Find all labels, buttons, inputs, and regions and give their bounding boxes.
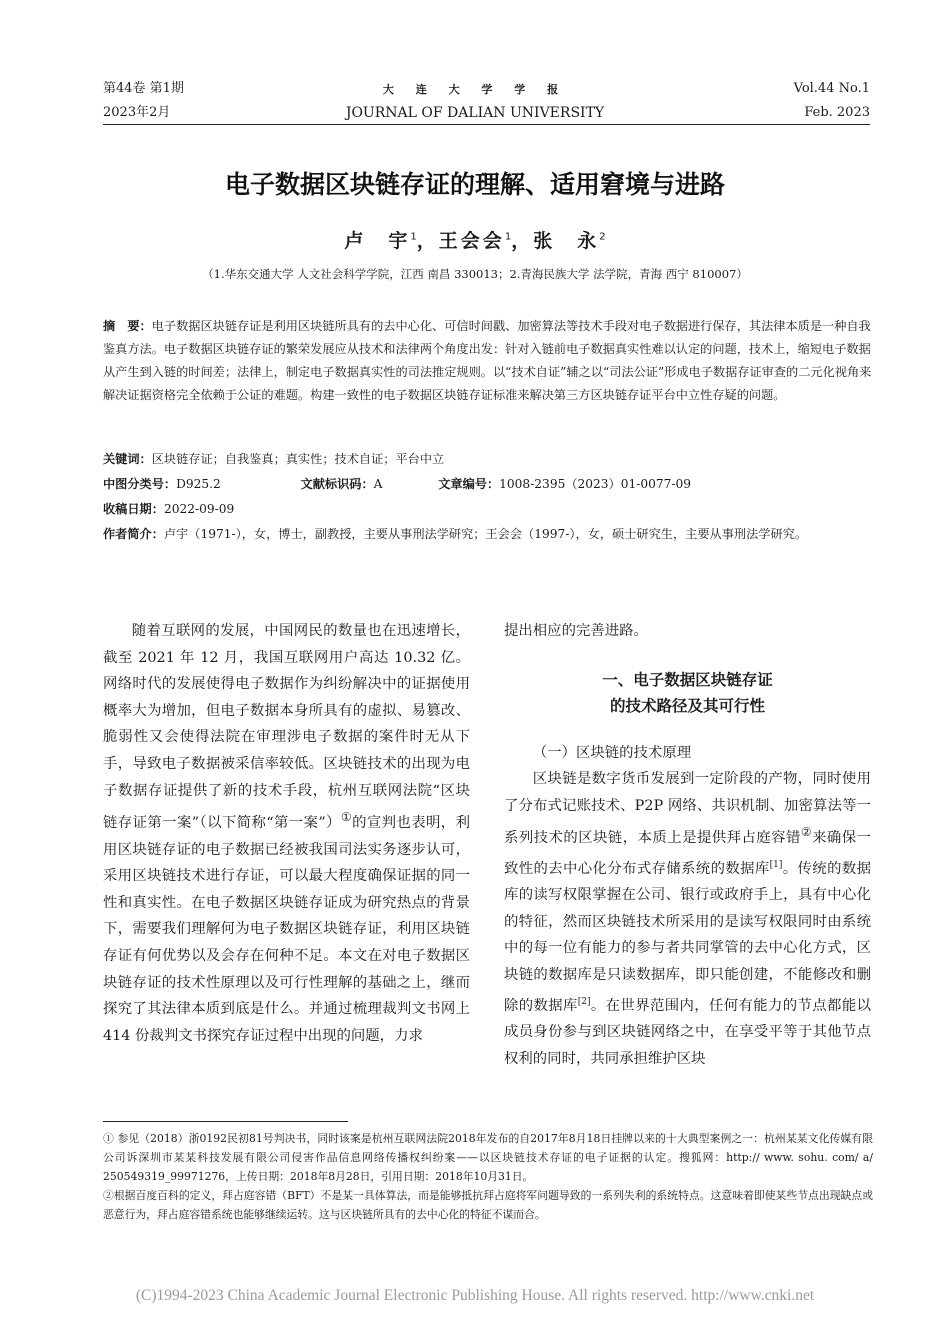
body-column-left [103,618,470,1049]
author-affiliation-mark: 2 [599,231,606,243]
author-bio [103,523,873,546]
footnote-ref: ② [800,825,813,840]
keywords-text: 区块链存证；自我鉴真；真实性；技术自证；平台中立 [151,452,445,466]
journal-name-cn: 大 连 大 学 学 报 [382,83,568,96]
body-paragraph [103,618,470,1049]
article-no-label: 文章编号： [438,477,500,491]
section-heading [504,667,871,719]
clc-value: D925.2 [176,477,221,491]
classification-line [103,473,873,496]
article-title: 电子数据区块链存证的理解、适用窘境与进路 [224,170,725,199]
author-name: 张 永 [533,230,600,252]
paragraph-text: 来确保一致性的去中心化分布式存储系统的数据库 [504,830,871,877]
doc-code-label: 文献标识码： [300,477,374,491]
paragraph-text: 随着互联网的发展，中国网民的数量也在迅速增长，截至 2021 年 12 月，我国互联网用户高达 10.32 亿。网络时代的发展使得电子数据作为纠纷解决中的证据使用概率大为增加，但电子数据本身所具有的虚拟、易篡改、脆弱性又会使得法院在审理涉电子数据的案件时无从下手，导致电子数据被采信率较低。区块链技术的出现为电子数据存证提供了新的技术手段，杭州互联网法院“区块链存证第一案”（以下简称“第一案”） [103,623,470,831]
footnote: ②根据百度百科的定义，拜占庭容错（BFT）不是某一具体算法，而是能够抵抗拜占庭将军问题导致的一系列失利的系统特点。这意味着即使某些节点出现缺点或恶意行为，拜占庭容错系统也能够继续运转。这与区块链所具有的去中心化的特征不谋而合。 [103,1189,873,1221]
author-name: 王会会 [438,230,505,252]
author-list [0,226,950,253]
body-paragraph [504,766,871,1072]
author-affiliation-mark: 1 [410,231,417,243]
abstract-label: 摘 要： [103,319,152,333]
citation-ref: [2] [577,996,591,1007]
received-label: 收稿日期： [103,502,164,516]
body-paragraph-continued: 提出相应的完善进路。 [504,623,648,639]
footnote-rule [103,1121,348,1122]
header-rule [103,124,870,125]
author-separator: ， [511,230,534,252]
section-heading-line: 的技术路径及其可行性 [609,696,765,715]
paragraph-text: 的宣判也表明，利用区块链存证的电子数据已经被我国司法实务逐步认可，采用区块链技术进行存证，可以最大程度确保证据的同一性和真实性。在电子数据区块链存证成为研究热点的背景下，需要我们理解何为电子数据区块链存证，利用区块链存证有何优势以及会存在何种不足。本文在对电子数据区块链存证的技术性原理以及可行性理解的基础之上，继而探究了其法律本质到底是什么。并通过梳理裁判文书网上 414 份裁判文书探究存证过程中出现的问题，力求 [103,814,470,1044]
volume-issue-cn: 第44卷 第1期 [103,81,184,96]
paragraph-text: 区块链是数字货币发展到一定阶段的产物，同时使用了分布式记账技术、P2P 网络、共识机制、加密算法等一系列技术的区块链，本质上是提供拜占庭容错 [504,771,871,847]
date-cn: 2023年2月 [103,105,171,120]
footnote-ref: ① [340,810,353,825]
abstract-text: 电子数据区块链存证是利用区块链所具有的去中心化、可信时间戳、加密算法等技术手段对电子数据进行保存，其法律本质是一种自我鉴真方法。电子数据区块链存证的繁荣发展应从技术和法律两个角度出发：针对入链前电子数据真实性难以认定的问题，技术上，缩短电子数据从产生到入链的时间差；法律上，制定电子数据真实性的司法推定规则。以“技术自证”辅之以“司法公证”形成电子数据存证审查的二元化视角来解决证据资格完全依赖于公证的难题。构建一致性的电子数据区块链存证标准来解决第三方区块链存证平台中立性存疑的问题。 [103,319,872,402]
section-heading-line: 一、电子数据区块链存证 [602,670,773,689]
affiliations: （1.华东交通大学 人文社会科学学院，江西 南昌 330013；2.青海民族大学 法学院，青海 西宁 810007） [202,267,748,281]
keywords-label: 关键词： [103,452,152,466]
bio-text: 卢宇（1971-），女，博士，副教授，主要从事刑法学研究；王会会（1997-），女，硕士研究生，主要从事刑法学研究。 [163,527,808,541]
clc-label: 中图分类号： [103,477,177,491]
bio-label: 作者简介： [103,527,164,541]
doc-code-value: A [373,477,383,491]
volume-issue-en: Vol.44 No.1 [793,81,870,96]
journal-name-en: JOURNAL OF DALIAN UNIVERSITY [345,105,605,121]
copyright-notice: (C)1994-2023 China Academic Journal Electronic Publishing House. All rights reserved. http://www.cnki.net [135,1287,815,1304]
received-date [103,498,873,521]
footnote: ① 参见（2018）浙0192民初81号判决书，同时该案是杭州互联网法院2018年发布的自2017年8月18日挂牌以来的十大典型案例之一：杭州某某文化传媒有限公司诉深圳市某某科技发展有限公司侵害作品信息网络传播权纠纷案——以区块链技术存证的电子证据的认定。搜狐网：http:// www. sohu. com/ a/ 250549319_99971276，上传日期：2018年8月28日，引用日期：2018年10月31日。 [103,1132,873,1183]
body-column-right [504,618,871,1072]
received-value: 2022-09-09 [163,502,235,516]
date-en: Feb. 2023 [804,105,870,120]
author-name: 卢 宇 [344,230,411,252]
citation-ref: [1] [769,859,783,870]
article-no-value: 1008-2395（2023）01-0077-09 [499,477,691,491]
author-affiliation-mark: 1 [504,231,512,243]
abstract [103,315,873,407]
author-separator: ， [416,230,439,252]
paragraph-text: 。在世界范围内，任何有能力的节点都能以成员身份参与到区块链网络之中，在享受平等于其他节点权利的同时，共同承担维护区块 [504,997,871,1067]
keywords [103,448,873,471]
paragraph-text: 。传统的数据库的读写权限掌握在公司、银行或政府手上，具有中心化的特征，然而区块链技术所采用的是读写权限同时由系统中的每一位有能力的参与者共同掌管的去中心化方式，区块链的数据库是只读数据库，即只能创建，不能修改和删除的数据库 [504,860,871,1014]
footnotes [103,1129,873,1224]
subsection-heading: （一）区块链的技术原理 [532,744,692,761]
